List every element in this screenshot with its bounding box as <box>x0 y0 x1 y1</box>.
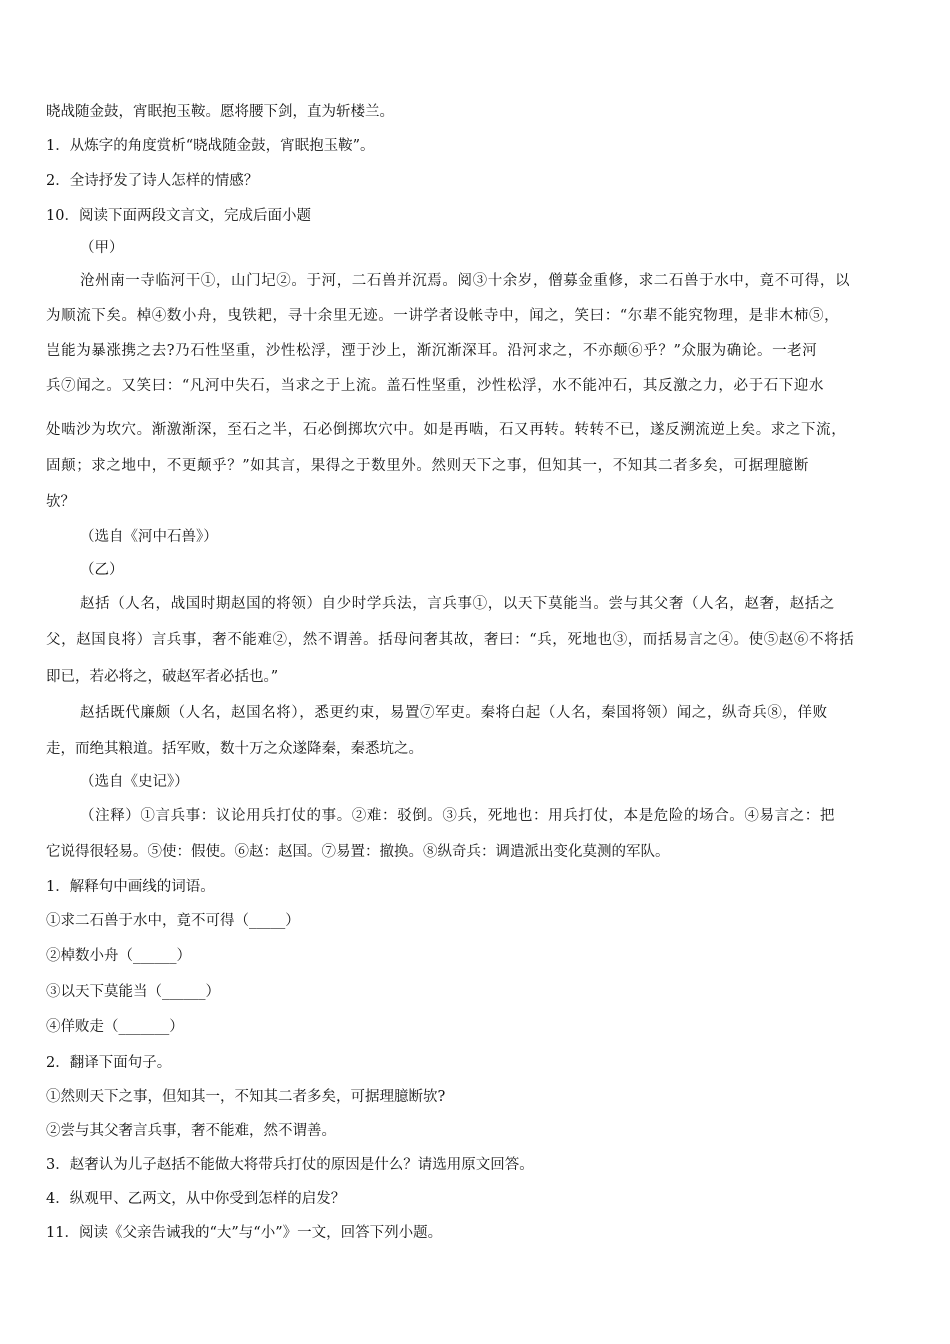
question-10-1-item-3: ③以天下莫能当（______） <box>46 984 220 1000</box>
poem-last-lines: 晓战随金鼓，宵眠抱玉鞍。愿将腰下剑，直为斩楼兰。 <box>46 104 394 120</box>
passage-a-line-6: 固颠；求之地中，不更颠乎？”如其言，果得之于数里外。然则天下之事，但知其一，不知其二者多矣，可据理臆断 <box>46 458 810 474</box>
passage-b-line-1: 赵括（人名，战国时期赵国的将领）自少时学兵法，言兵事①，以天下莫能当。尝与其父奢（人名，赵奢，赵括之 <box>80 596 835 612</box>
passage-a-line-7: 欤？ <box>46 494 75 510</box>
question-10-2-item-2: ②尝与其父奢言兵事，奢不能难，然不谓善。 <box>46 1123 336 1139</box>
question-10-2-item-1: ①然则天下之事，但知其一，不知其二者多矣，可据理臆断欤? <box>46 1089 446 1105</box>
passage-a-line-1: 沧州南一寺临河干①，山门圮②。于河，二石兽并沉焉。阅③十余岁，僧募金重修，求二石兽于水中，竟不可得，以 <box>80 273 851 289</box>
question-9-2: 2．全诗抒发了诗人怎样的情感？ <box>46 173 259 189</box>
passage-a-line-2: 为顺流下矣。棹④数小舟，曳铁耙，寻十余里无迹。一讲学者设帐寺中，闻之，笑曰：“尔辈不能究物理，是非木柿⑤， <box>46 308 840 324</box>
passage-a-label: （甲） <box>80 240 124 256</box>
notes-line-2: 它说得很轻易。⑤使：假使。⑥赵：赵国。⑦易置：撤换。⑧纵奇兵：调遣派出变化莫测的军队。 <box>46 844 670 860</box>
question-10-4: 4．纵观甲、乙两文，从中你受到怎样的启发？ <box>46 1191 346 1207</box>
passage-a-source: （选自《河中石兽》） <box>80 529 218 545</box>
question-10-3: 3．赵奢认为儿子赵括不能做大将带兵打仗的原因是什么？请选用原文回答。 <box>46 1157 534 1173</box>
question-10-1-item-1: ①求二石兽于水中，竟不可得（_____） <box>46 913 300 929</box>
question-10-1-item-4: ④佯败走（_______） <box>46 1019 184 1035</box>
passage-b-line-3: 即已，若必将之，破赵军者必括也。” <box>46 669 279 685</box>
passage-b-label: （乙） <box>80 562 124 578</box>
question-11-heading: 11．阅读《父亲告诫我的“大”与“小”》一文，回答下列小题。 <box>46 1225 443 1241</box>
passage-a-line-4: 兵⑦闻之。又笑曰：“凡河中失石，当求之于上流。盖石性坚重，沙性松浮，水不能冲石，其反激之力，必于石下迎水 <box>46 378 825 394</box>
passage-b-source: （选自《史记》） <box>80 774 189 790</box>
passage-b-line-4: 赵括既代廉颇（人名，赵国名将），悉更约束，易置⑦军吏。秦将白起（人名，秦国将领）闻之，纵奇兵⑧，佯败 <box>80 705 828 721</box>
passage-b-line-5: 走，而绝其粮道。括军败，数十万之众遂降秦，秦悉坑之。 <box>46 741 423 757</box>
question-10-2: 2．翻译下面句子。 <box>46 1055 172 1071</box>
passage-a-line-3: 岂能为暴涨携之去?乃石性坚重，沙性松浮，湮于沙上，渐沉渐深耳。沿河求之，不亦颠⑥乎？”众服为确论。一老河 <box>46 343 818 359</box>
question-10-1: 1．解释句中画线的词语。 <box>46 879 215 895</box>
question-9-1: 1．从炼字的角度赏析“晓战随金鼓，宵眠抱玉鞍”。 <box>46 138 375 154</box>
passage-b-line-2: 父，赵国良将）言兵事，奢不能难②，然不谓善。括母问奢其故，奢曰：“兵，死地也③，而括易言之④。使⑤赵⑥不将括 <box>46 632 855 648</box>
question-10-1-item-2: ②棹数小舟（______） <box>46 948 191 964</box>
question-10-heading: 10．阅读下面两段文言文，完成后面小题 <box>46 208 311 224</box>
passage-a-line-5: 处啮沙为坎穴。渐激渐深，至石之半，石必倒掷坎穴中。如是再啮，石又再转。转转不已，遂反溯流逆上矣。求之下流， <box>46 422 847 438</box>
notes-line-1: （注释）①言兵事：议论用兵打仗的事。②难：驳倒。③兵，死地也：用兵打仗，本是危险的场合。④易言之：把 <box>80 808 835 824</box>
